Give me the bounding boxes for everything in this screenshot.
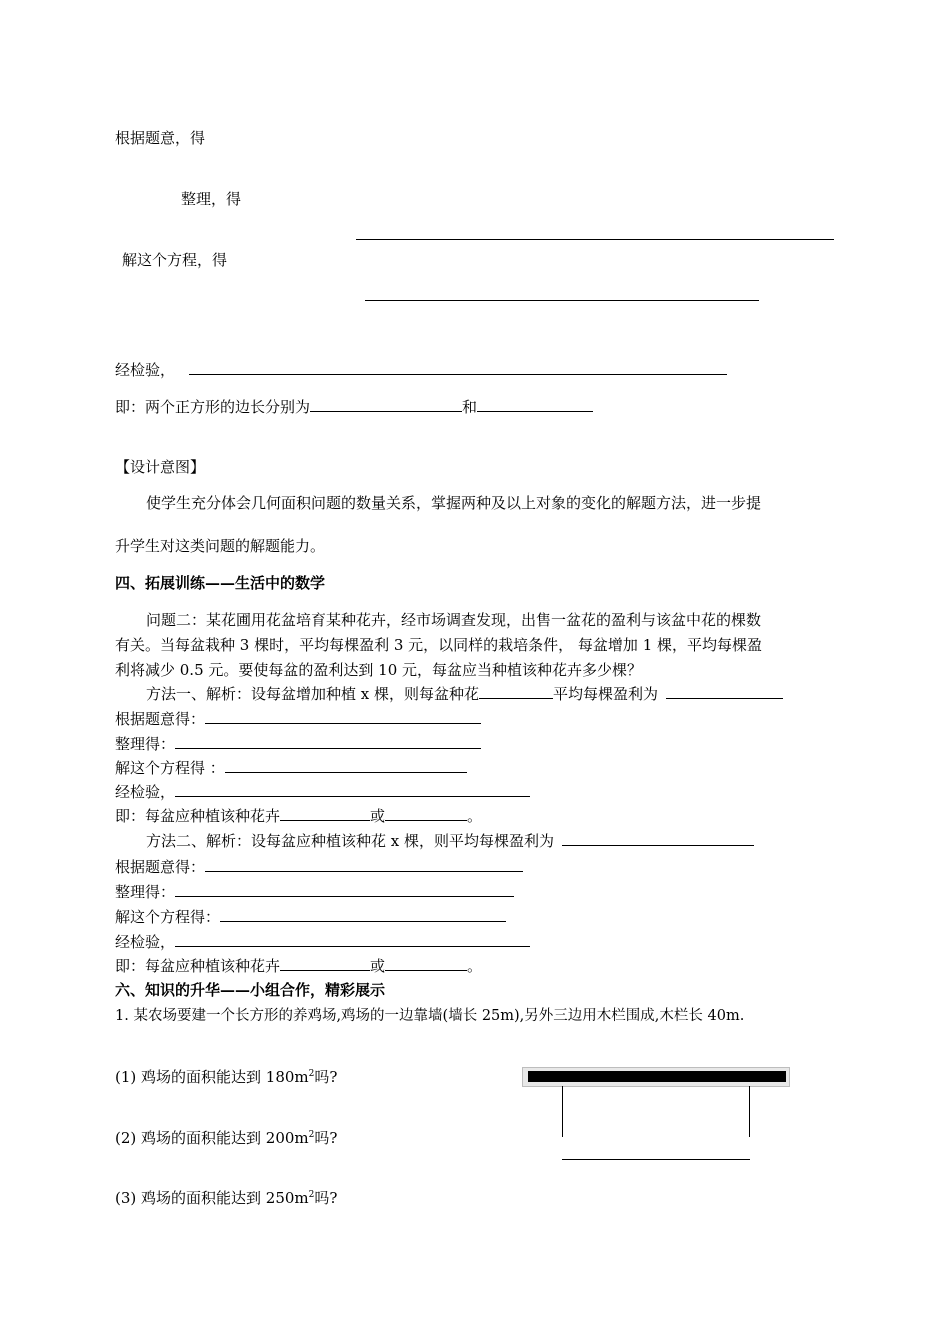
answer-blank: [477, 396, 593, 412]
question-1: (1) 鸡场的面积能达到 $180m^2$吗?: [115, 1068, 338, 1086]
text-genju: 根据题意，得: [115, 129, 206, 147]
answer-blank: [220, 906, 506, 922]
answer-blank: [205, 856, 523, 872]
farm-problem: 1. 某农场要建一个长方形的养鸡场,鸡场的一边靠墙(墙长 25m),另外三边用木栏围成,木栏长 40m.: [115, 1008, 745, 1024]
method-2-ji: 即：每盆应种植该种花卉 或 。: [115, 957, 483, 975]
problem-line-3: 利将减少 0.5 元。要使每盆的盈利达到 10 元，每盆应当种植该种花卉多少棵？: [115, 661, 643, 679]
design-para-1: 使学生充分体会几何面积问题的数量关系，掌握两种及以上对象的变化的解题方法，进一步提: [146, 494, 762, 512]
question-2: (2) 鸡场的面积能达到 $200m^2$吗?: [115, 1129, 338, 1147]
fence-left: [562, 1086, 563, 1137]
wall-diagram: [522, 1067, 790, 1087]
method-2-jingjianyan: 经检验，: [115, 931, 530, 952]
answer-blank: [479, 683, 553, 699]
answer-blank: [175, 781, 530, 797]
section-6-heading: 六、知识的升华——小组合作，精彩展示: [115, 981, 386, 999]
answer-blank: [562, 830, 754, 846]
method-1-ji: 即：每盆应种植该种花卉 或 。: [115, 807, 483, 825]
answer-blank: [175, 733, 481, 749]
method-2-genju: 根据题意得：: [115, 856, 523, 877]
answer-blank: [205, 708, 481, 724]
design-para-2: 升学生对这类问题的解题能力。: [115, 537, 326, 555]
answer-blank: [666, 683, 783, 699]
text-ji-answer: 即：两个正方形的边长分别为 和: [115, 396, 593, 417]
answer-blank: [280, 955, 370, 971]
section-4-heading: 四、拓展训练——生活中的数学: [115, 574, 326, 592]
answer-line: [356, 239, 834, 240]
text-zhengli: 整理，得: [181, 190, 242, 208]
answer-blank: [280, 805, 370, 821]
wall-bar: [528, 1071, 786, 1082]
method-1-jingjianyan: 经检验，: [115, 781, 530, 802]
problem-line-1: 问题二：某花圃用花盆培育某种花卉，经市场调查发现，出售一盆花的盈利与该盆中花的棵数: [146, 611, 762, 629]
answer-line: [365, 300, 759, 301]
method-1-zhengli: 整理得：: [115, 733, 481, 754]
method-2-jie: 解这个方程得：: [115, 906, 506, 927]
method-1-intro: 方法一、解析：设每盆增加种植 x 棵，则每盆种花 平均每棵盈利为: [146, 683, 783, 704]
answer-blank: [310, 396, 462, 412]
question-3: (3) 鸡场的面积能达到 $250m^2$吗?: [115, 1189, 338, 1207]
problem-line-2: 有关。当每盆栽种 3 棵时，平均每棵盈利 3 元，以同样的栽培条件， 每盆增加 1 棵，平均每棵盈: [115, 636, 763, 654]
method-2-intro: 方法二、解析：设每盆应种植该种花 x 棵，则平均每棵盈利为: [146, 830, 754, 851]
design-heading: 【设计意图】: [115, 458, 206, 476]
fence-right: [749, 1086, 750, 1137]
answer-blank: [385, 955, 467, 971]
answer-blank: [175, 931, 530, 947]
text-jingjianyan: 经检验，: [115, 359, 727, 380]
fence-bottom: [562, 1159, 750, 1160]
text-jie: 解这个方程，得: [122, 251, 228, 269]
answer-blank: [189, 359, 727, 375]
method-2-zhengli: 整理得：: [115, 881, 514, 902]
answer-blank: [385, 805, 467, 821]
answer-blank: [225, 757, 467, 773]
answer-blank: [175, 881, 514, 897]
method-1-genju: 根据题意得：: [115, 708, 481, 729]
method-1-jie: 解这个方程得 ：: [115, 757, 467, 778]
